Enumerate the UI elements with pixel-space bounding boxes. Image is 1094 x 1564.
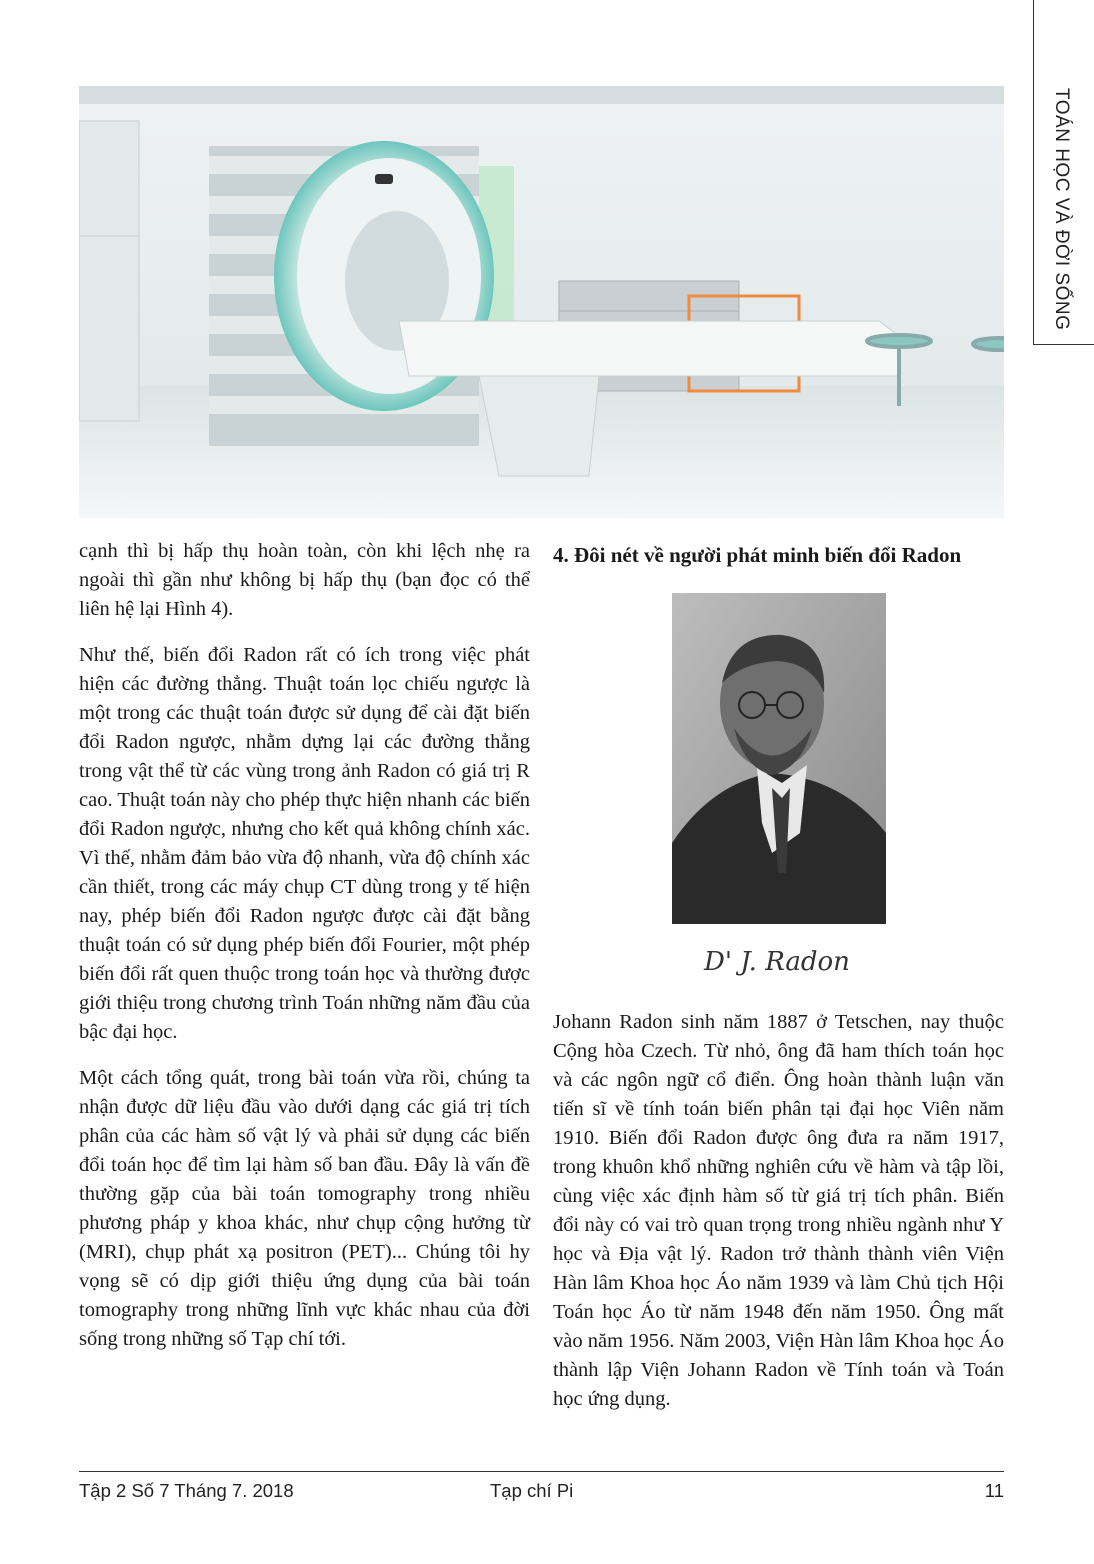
sidebar-rule-foot bbox=[1033, 344, 1094, 345]
right-column-header bbox=[553, 537, 1004, 569]
ct-scanner-photo bbox=[79, 86, 1004, 518]
footer-journal: Tạp chí Pi bbox=[490, 1480, 574, 1501]
biography-paragraph: Johann Radon sinh năm 1887 ở Tetschen, nay thuộc Cộng hòa Czech. Từ nhỏ, ông đã ham thích toán học và các ngôn ngữ cổ điển. Ông hoàn thành luận văn tiến sĩ về tính toán biến phân tại đại học Viên năm 1910. Biến đổi Radon được ông đưa ra năm 1917, trong khuôn khổ những nghiên cứu về hàm và tập lồi, cùng việc xác định hàm số từ giá trị tích phân. Biến đổi này có vai trò quan trọng trong nhiều ngành như Y học và Địa vật lý. Radon trở thành thành viên Viện Hàn lâm Khoa học Áo năm 1939 và làm Chủ tịch Hội Toán học Áo từ năm 1948 đến năm 1950. Ông mất vào năm 1956. Năm 2003, Viện Hàn lâm Khoa học Áo thành lập Viện Johann Radon về Tính toán và Toán học ứng dụng. bbox=[553, 1011, 1004, 1410]
sidebar-rule bbox=[1033, 0, 1034, 345]
footer-issue: Tập 2 Số 7 Tháng 7. 2018 bbox=[79, 1480, 294, 1501]
page-number: 11 bbox=[984, 1480, 1004, 1501]
left-column bbox=[79, 537, 530, 1371]
right-column-body bbox=[553, 1008, 1004, 1431]
signature-text: D' J. Radon bbox=[704, 947, 850, 977]
radon-portrait bbox=[672, 593, 886, 924]
radon-signature bbox=[700, 938, 850, 982]
section-heading: 4. Đôi nét về người phát minh biến đổi Radon bbox=[553, 543, 962, 567]
left-paragraph-3: Một cách tổng quát, trong bài toán vừa rồi, chúng ta nhận được dữ liệu đầu vào dưới dạng các giá trị tích phân của các hàm số vật lý và phải sử dụng các biến đổi toán học để tìm lại hàm số ban đầu. Đây là vấn đề thường gặp của bài toán tomography trong nhiều phương pháp y khoa khác, như chụp cộng hưởng từ (MRI), chụp phát xạ positron (PET)... Chúng tôi hy vọng sẽ có dịp giới thiệu ứng dụng của bài toán tomography trong những lĩnh vực khác nhau của đời sống trong những số Tạp chí tới. bbox=[79, 1067, 530, 1350]
left-paragraph-2: Như thế, biến đổi Radon rất có ích trong việc phát hiện các đường thẳng. Thuật toán lọc chiếu ngược là một trong các thuật toán được sử dụng để cài đặt biến đổi Radon ngược, nhằm dựng lại các đường thẳng trong vật thể từ các vùng trong ảnh Radon có giá trị R cao. Thuật toán này cho phép thực hiện nhanh các biến đổi Radon ngược, nhưng cho kết quả không chính xác. Vì thế, nhằm đảm bảo vừa độ nhanh, vừa độ chính xác cần thiết, trong các máy chụp CT dùng trong y tế hiện nay, phép biến đổi Radon ngược được cài đặt bằng thuật toán có sử dụng phép biến đổi Fourier, một phép biến đổi rất quen thuộc trong toán học và thường được giới thiệu trong chương trình Toán những năm đầu của bậc đại học. bbox=[79, 644, 530, 1043]
footer-rule bbox=[79, 1471, 1004, 1472]
section-title: TOÁN HỌC VÀ ĐỜI SỐNG bbox=[1051, 88, 1072, 331]
left-paragraph-1: cạnh thì bị hấp thụ hoàn toàn, còn khi lệch nhẹ ra ngoài thì gần như không bị hấp thụ (bạn đọc có thể liên hệ lại Hình 4). bbox=[79, 540, 530, 620]
